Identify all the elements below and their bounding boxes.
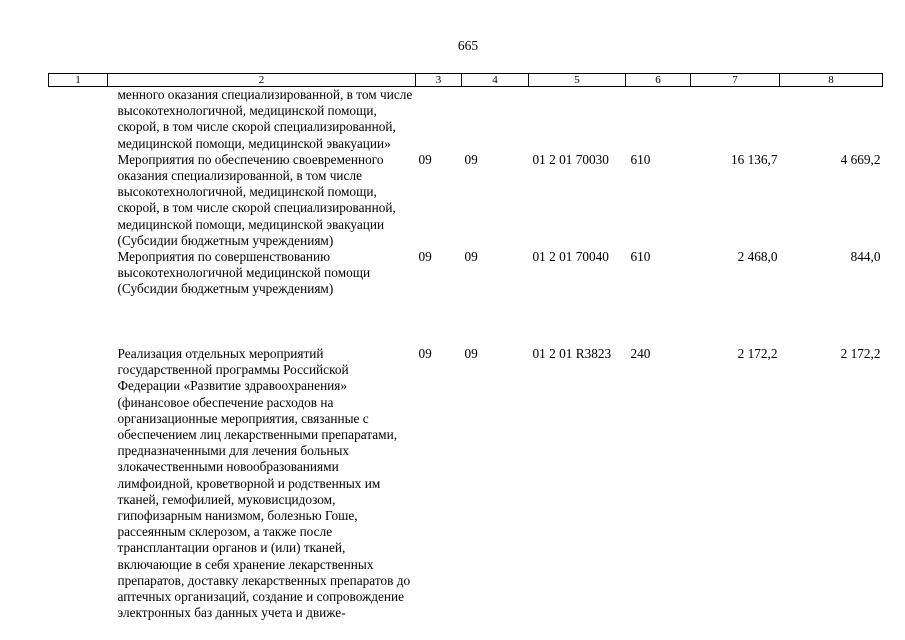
cell-amount-8 [780, 87, 883, 152]
header-col-6: 6 [626, 74, 691, 87]
cell-expense-type: 610 [630, 151, 651, 167]
cell-expense-type [626, 87, 691, 152]
cell-expense-type: 610 [630, 249, 651, 265]
table-row [49, 152, 883, 249]
cell-section [416, 87, 462, 152]
cell-amount-7: 16 136,7 [730, 151, 778, 167]
cell-section: 09 [418, 249, 432, 265]
header-col-8: 8 [780, 74, 883, 87]
cell-subsection: 09 [464, 249, 478, 265]
cell-target-article: 01 2 01 70040 [532, 249, 609, 265]
table-row [49, 249, 883, 346]
cell-amount-7: 2 172,2 [737, 346, 778, 362]
cell-target-article: 01 2 01 R3823 [532, 346, 612, 362]
cell-col1 [49, 249, 108, 346]
header-col-7: 7 [691, 74, 780, 87]
header-col-4: 4 [462, 74, 529, 87]
cell-expense-type: 240 [630, 346, 651, 362]
cell-section: 09 [418, 151, 432, 167]
cell-amount-7 [691, 87, 780, 152]
budget-table [48, 73, 883, 621]
cell-subsection: 09 [464, 151, 478, 167]
cell-col1 [49, 87, 108, 152]
cell-col1 [49, 152, 108, 249]
cell-description: Мероприятия по обеспечению своевременного оказания специализированной, в том числе высокотехнологичной, медицинской помощи, скорой, в том числе скорой специализированной, медицинской помощи, медицинской эвакуации (Субсидии бюджетным учреждениям) [117, 151, 396, 248]
cell-col1 [49, 346, 108, 621]
cell-section: 09 [418, 346, 432, 362]
cell-description: Мероприятия по совершенствованию высокотехнологичной медицинской помощи (Субсидии бюджетным учреждениям) [117, 249, 371, 297]
cell-subsection: 09 [464, 346, 478, 362]
cell-amount-7: 2 468,0 [737, 249, 778, 265]
header-col-2: 2 [108, 74, 416, 87]
header-col-1: 1 [49, 74, 108, 87]
table-row [49, 87, 883, 152]
cell-description: менного оказания специализированной, в том числе высокотехнологичной, медицинской помощи, скорой, в том числе скорой специализированной, медицинской помощи, медицинской эвакуации» [117, 87, 413, 151]
cell-target-article: 01 2 01 70030 [532, 151, 609, 167]
table-row [49, 346, 883, 621]
cell-amount-8: 844,0 [850, 249, 881, 265]
cell-target-article [529, 87, 626, 152]
page-number: 665 [457, 38, 479, 53]
header-col-5: 5 [529, 74, 626, 87]
header-row [49, 74, 883, 87]
header-col-3: 3 [416, 74, 462, 87]
cell-amount-8: 4 669,2 [840, 151, 881, 167]
cell-amount-8: 2 172,2 [840, 346, 881, 362]
cell-subsection [462, 87, 529, 152]
cell-description: Реализация отдельных мероприятий государственной программы Российской Федерации «Развитие здравоохранения» (финансовое обеспечение расходов на организационные мероприятия, связанные с обеспечением лиц лекарственными препаратами, предназначенными для лечения больных злокачественными новообразованиями лимфоидной, кроветворной и родственных им тканей, гемофилией, муковисцидозом, гипофизарным нанизмом, болезнью Гоше, рассеянным склерозом, а также после трансплантации органов и (или) тканей, включающие в себя хранение лекарственных препаратов, доставку лекарственных препаратов до аптечных организаций, создание и сопровождение электронных баз данных учета и движе- [117, 346, 411, 621]
